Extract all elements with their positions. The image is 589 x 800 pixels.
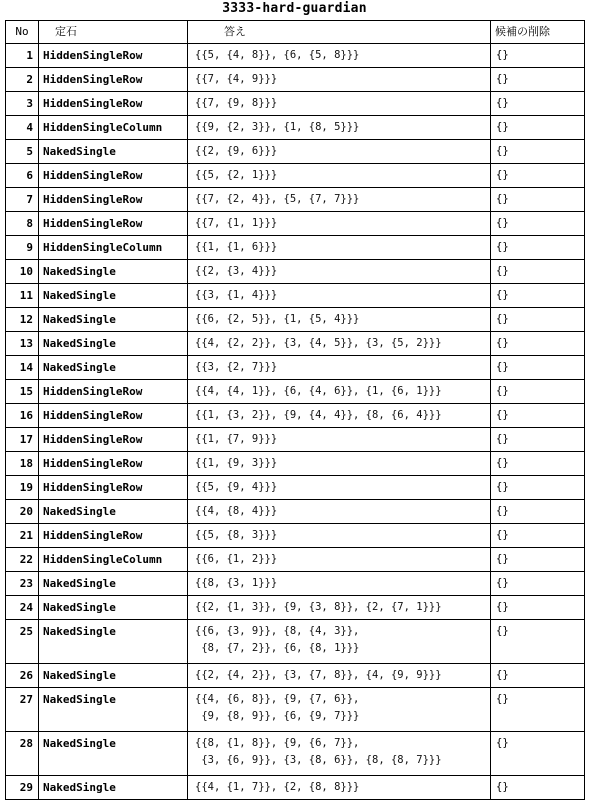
candidate-removal-cell: {} [491, 404, 585, 428]
answer-cell [188, 332, 491, 356]
table-row [6, 500, 585, 524]
step-number: 14 [6, 356, 39, 380]
technique-name: NakedSingle [39, 596, 188, 620]
candidate-removal-cell: {} [491, 428, 585, 452]
answer-cell [188, 620, 491, 664]
technique-name: NakedSingle [39, 664, 188, 688]
answer-line: {{7, {2, 4}}, {5, {7, 7}}} [195, 193, 360, 205]
step-number: 17 [6, 428, 39, 452]
candidate-removal-cell: {} [491, 596, 585, 620]
answer-cell [188, 688, 491, 732]
table-row [6, 188, 585, 212]
step-number: 4 [6, 116, 39, 140]
step-number: 25 [6, 620, 39, 664]
technique-name: NakedSingle [39, 688, 188, 732]
answer-line: {{2, {9, 6}}} [195, 145, 278, 157]
technique-name: HiddenSingleRow [39, 164, 188, 188]
table-row [6, 140, 585, 164]
table-row [6, 688, 585, 732]
answer-line: {{4, {2, 2}}, {3, {4, 5}}, {3, {5, 2}}} [195, 337, 442, 349]
technique-name: NakedSingle [39, 776, 188, 800]
candidate-removal-cell: {} [491, 308, 585, 332]
table-row [6, 68, 585, 92]
answer-line: {{4, {6, 8}}, {9, {7, 6}}, [195, 693, 360, 705]
candidate-removal-cell: {} [491, 524, 585, 548]
step-number: 23 [6, 572, 39, 596]
answer-line: {{1, {3, 2}}, {9, {4, 4}}, {8, {6, 4}}} [195, 409, 442, 421]
step-number: 1 [6, 44, 39, 68]
table-row [6, 284, 585, 308]
technique-name: HiddenSingleRow [39, 212, 188, 236]
candidate-removal-cell: {} [491, 572, 585, 596]
technique-name: NakedSingle [39, 260, 188, 284]
technique-name: HiddenSingleRow [39, 476, 188, 500]
answer-cell [188, 68, 491, 92]
technique-name: NakedSingle [39, 332, 188, 356]
answer-cell [188, 188, 491, 212]
answer-line: {{1, {7, 9}}} [195, 433, 278, 445]
candidate-removal-cell: {} [491, 688, 585, 732]
technique-name: HiddenSingleRow [39, 44, 188, 68]
candidate-removal-cell: {} [491, 500, 585, 524]
step-number: 8 [6, 212, 39, 236]
step-number: 29 [6, 776, 39, 800]
table-row [6, 380, 585, 404]
table-row [6, 548, 585, 572]
answer-cell [188, 44, 491, 68]
step-number: 20 [6, 500, 39, 524]
candidate-removal-cell: {} [491, 284, 585, 308]
answer-cell [188, 596, 491, 620]
step-number: 27 [6, 688, 39, 732]
technique-name: HiddenSingleRow [39, 524, 188, 548]
step-number: 11 [6, 284, 39, 308]
table-row [6, 356, 585, 380]
answer-line: {{4, {1, 7}}, {2, {8, 8}}} [195, 781, 360, 793]
answer-line: {{5, {2, 1}}} [195, 169, 278, 181]
answer-line: {{3, {1, 4}}} [195, 289, 278, 301]
candidate-removal-cell: {} [491, 92, 585, 116]
step-number: 5 [6, 140, 39, 164]
answer-cell [188, 92, 491, 116]
answer-cell [188, 548, 491, 572]
table-row [6, 236, 585, 260]
answer-line: {{5, {8, 3}}} [195, 529, 278, 541]
candidate-removal-cell: {} [491, 116, 585, 140]
answer-line: {{7, {1, 1}}} [195, 217, 278, 229]
answer-line: {{3, {2, 7}}} [195, 361, 278, 373]
step-number: 7 [6, 188, 39, 212]
header-candidate-removal: 候補の削除 [491, 21, 585, 44]
answer-line: {{2, {1, 3}}, {9, {3, 8}}, {2, {7, 1}}} [195, 601, 442, 613]
technique-name: HiddenSingleRow [39, 452, 188, 476]
table-row [6, 404, 585, 428]
technique-name: NakedSingle [39, 308, 188, 332]
answer-cell [188, 476, 491, 500]
page-title: 3333-hard-guardian [222, 1, 367, 16]
candidate-removal-cell: {} [491, 212, 585, 236]
answer-cell [188, 140, 491, 164]
step-number: 19 [6, 476, 39, 500]
answer-line: {{4, {4, 1}}, {6, {4, 6}}, {1, {6, 1}}} [195, 385, 442, 397]
answer-cell [188, 380, 491, 404]
step-number: 13 [6, 332, 39, 356]
answer-line: {{5, {4, 8}}, {6, {5, 8}}} [195, 49, 360, 61]
candidate-removal-cell: {} [491, 260, 585, 284]
candidate-removal-cell: {} [491, 380, 585, 404]
step-number: 15 [6, 380, 39, 404]
answer-cell [188, 428, 491, 452]
answer-cell [188, 524, 491, 548]
table-row [6, 452, 585, 476]
step-number: 22 [6, 548, 39, 572]
answer-line: {{7, {4, 9}}} [195, 73, 278, 85]
step-number: 2 [6, 68, 39, 92]
header-answer: 答え [188, 21, 491, 44]
answer-line: {{8, {3, 1}}} [195, 577, 278, 589]
answer-line: {{8, {1, 8}}, {9, {6, 7}}, [195, 737, 360, 749]
answer-cell [188, 260, 491, 284]
answer-line: {9, {8, 9}}, {6, {9, 7}}} [195, 710, 360, 722]
technique-name: NakedSingle [39, 572, 188, 596]
table-row [6, 572, 585, 596]
technique-name: HiddenSingleRow [39, 188, 188, 212]
answer-cell [188, 212, 491, 236]
table-row [6, 116, 585, 140]
table-row [6, 260, 585, 284]
table-row [6, 92, 585, 116]
answer-line: {{2, {3, 4}}} [195, 265, 278, 277]
step-number: 10 [6, 260, 39, 284]
table-row [6, 308, 585, 332]
answer-cell [188, 732, 491, 776]
candidate-removal-cell: {} [491, 548, 585, 572]
answer-line: {{9, {2, 3}}, {1, {8, 5}}} [195, 121, 360, 133]
table-row [6, 428, 585, 452]
table-row [6, 664, 585, 688]
answer-cell [188, 500, 491, 524]
candidate-removal-cell: {} [491, 776, 585, 800]
candidate-removal-cell: {} [491, 356, 585, 380]
answer-cell [188, 572, 491, 596]
candidate-removal-cell: {} [491, 476, 585, 500]
candidate-removal-cell: {} [491, 664, 585, 688]
answer-line: {{6, {1, 2}}} [195, 553, 278, 565]
table-body [6, 44, 585, 800]
answer-cell [188, 116, 491, 140]
answer-cell [188, 664, 491, 688]
candidate-removal-cell: {} [491, 164, 585, 188]
step-number: 21 [6, 524, 39, 548]
table-row [6, 596, 585, 620]
candidate-removal-cell: {} [491, 44, 585, 68]
answer-cell [188, 776, 491, 800]
candidate-removal-cell: {} [491, 188, 585, 212]
technique-name: HiddenSingleRow [39, 380, 188, 404]
technique-name: NakedSingle [39, 500, 188, 524]
answer-cell [188, 356, 491, 380]
technique-name: HiddenSingleRow [39, 68, 188, 92]
answer-line: {{6, {3, 9}}, {8, {4, 3}}, [195, 625, 360, 637]
candidate-removal-cell: {} [491, 452, 585, 476]
candidate-removal-cell: {} [491, 332, 585, 356]
technique-name: HiddenSingleColumn [39, 236, 188, 260]
table-row [6, 476, 585, 500]
answer-cell [188, 308, 491, 332]
table-header-row [6, 21, 585, 44]
answer-line: {{2, {4, 2}}, {3, {7, 8}}, {4, {9, 9}}} [195, 669, 442, 681]
technique-name: NakedSingle [39, 620, 188, 664]
step-number: 28 [6, 732, 39, 776]
answer-cell [188, 452, 491, 476]
candidate-removal-cell: {} [491, 68, 585, 92]
step-number: 12 [6, 308, 39, 332]
answer-line: {{1, {1, 6}}} [195, 241, 278, 253]
candidate-removal-cell: {} [491, 620, 585, 664]
step-number: 18 [6, 452, 39, 476]
answer-line: {{1, {9, 3}}} [195, 457, 278, 469]
header-technique: 定石 [39, 21, 188, 44]
technique-name: NakedSingle [39, 356, 188, 380]
answer-line: {8, {7, 2}}, {6, {8, 1}}} [195, 642, 360, 654]
table-row [6, 212, 585, 236]
answer-cell [188, 236, 491, 260]
technique-name: HiddenSingleRow [39, 428, 188, 452]
answer-line: {{5, {9, 4}}} [195, 481, 278, 493]
step-number: 9 [6, 236, 39, 260]
technique-name: NakedSingle [39, 732, 188, 776]
table-row [6, 524, 585, 548]
step-number: 26 [6, 664, 39, 688]
technique-name: HiddenSingleRow [39, 92, 188, 116]
table-row [6, 620, 585, 664]
step-number: 3 [6, 92, 39, 116]
candidate-removal-cell: {} [491, 732, 585, 776]
step-number: 24 [6, 596, 39, 620]
answer-cell [188, 284, 491, 308]
answer-line: {{4, {8, 4}}} [195, 505, 278, 517]
technique-name: HiddenSingleRow [39, 404, 188, 428]
step-number: 6 [6, 164, 39, 188]
step-number: 16 [6, 404, 39, 428]
technique-name: HiddenSingleColumn [39, 116, 188, 140]
solution-steps-table [5, 20, 585, 800]
table-row [6, 776, 585, 800]
technique-name: NakedSingle [39, 140, 188, 164]
candidate-removal-cell: {} [491, 140, 585, 164]
table-row [6, 332, 585, 356]
table-row [6, 164, 585, 188]
table-row [6, 44, 585, 68]
answer-cell [188, 164, 491, 188]
answer-cell [188, 404, 491, 428]
header-no: No [6, 21, 39, 44]
answer-line: {{6, {2, 5}}, {1, {5, 4}}} [195, 313, 360, 325]
technique-name: HiddenSingleColumn [39, 548, 188, 572]
table-row [6, 732, 585, 776]
technique-name: NakedSingle [39, 284, 188, 308]
candidate-removal-cell: {} [491, 236, 585, 260]
answer-line: {3, {6, 9}}, {3, {8, 6}}, {8, {8, 7}}} [195, 754, 442, 766]
answer-line: {{7, {9, 8}}} [195, 97, 278, 109]
